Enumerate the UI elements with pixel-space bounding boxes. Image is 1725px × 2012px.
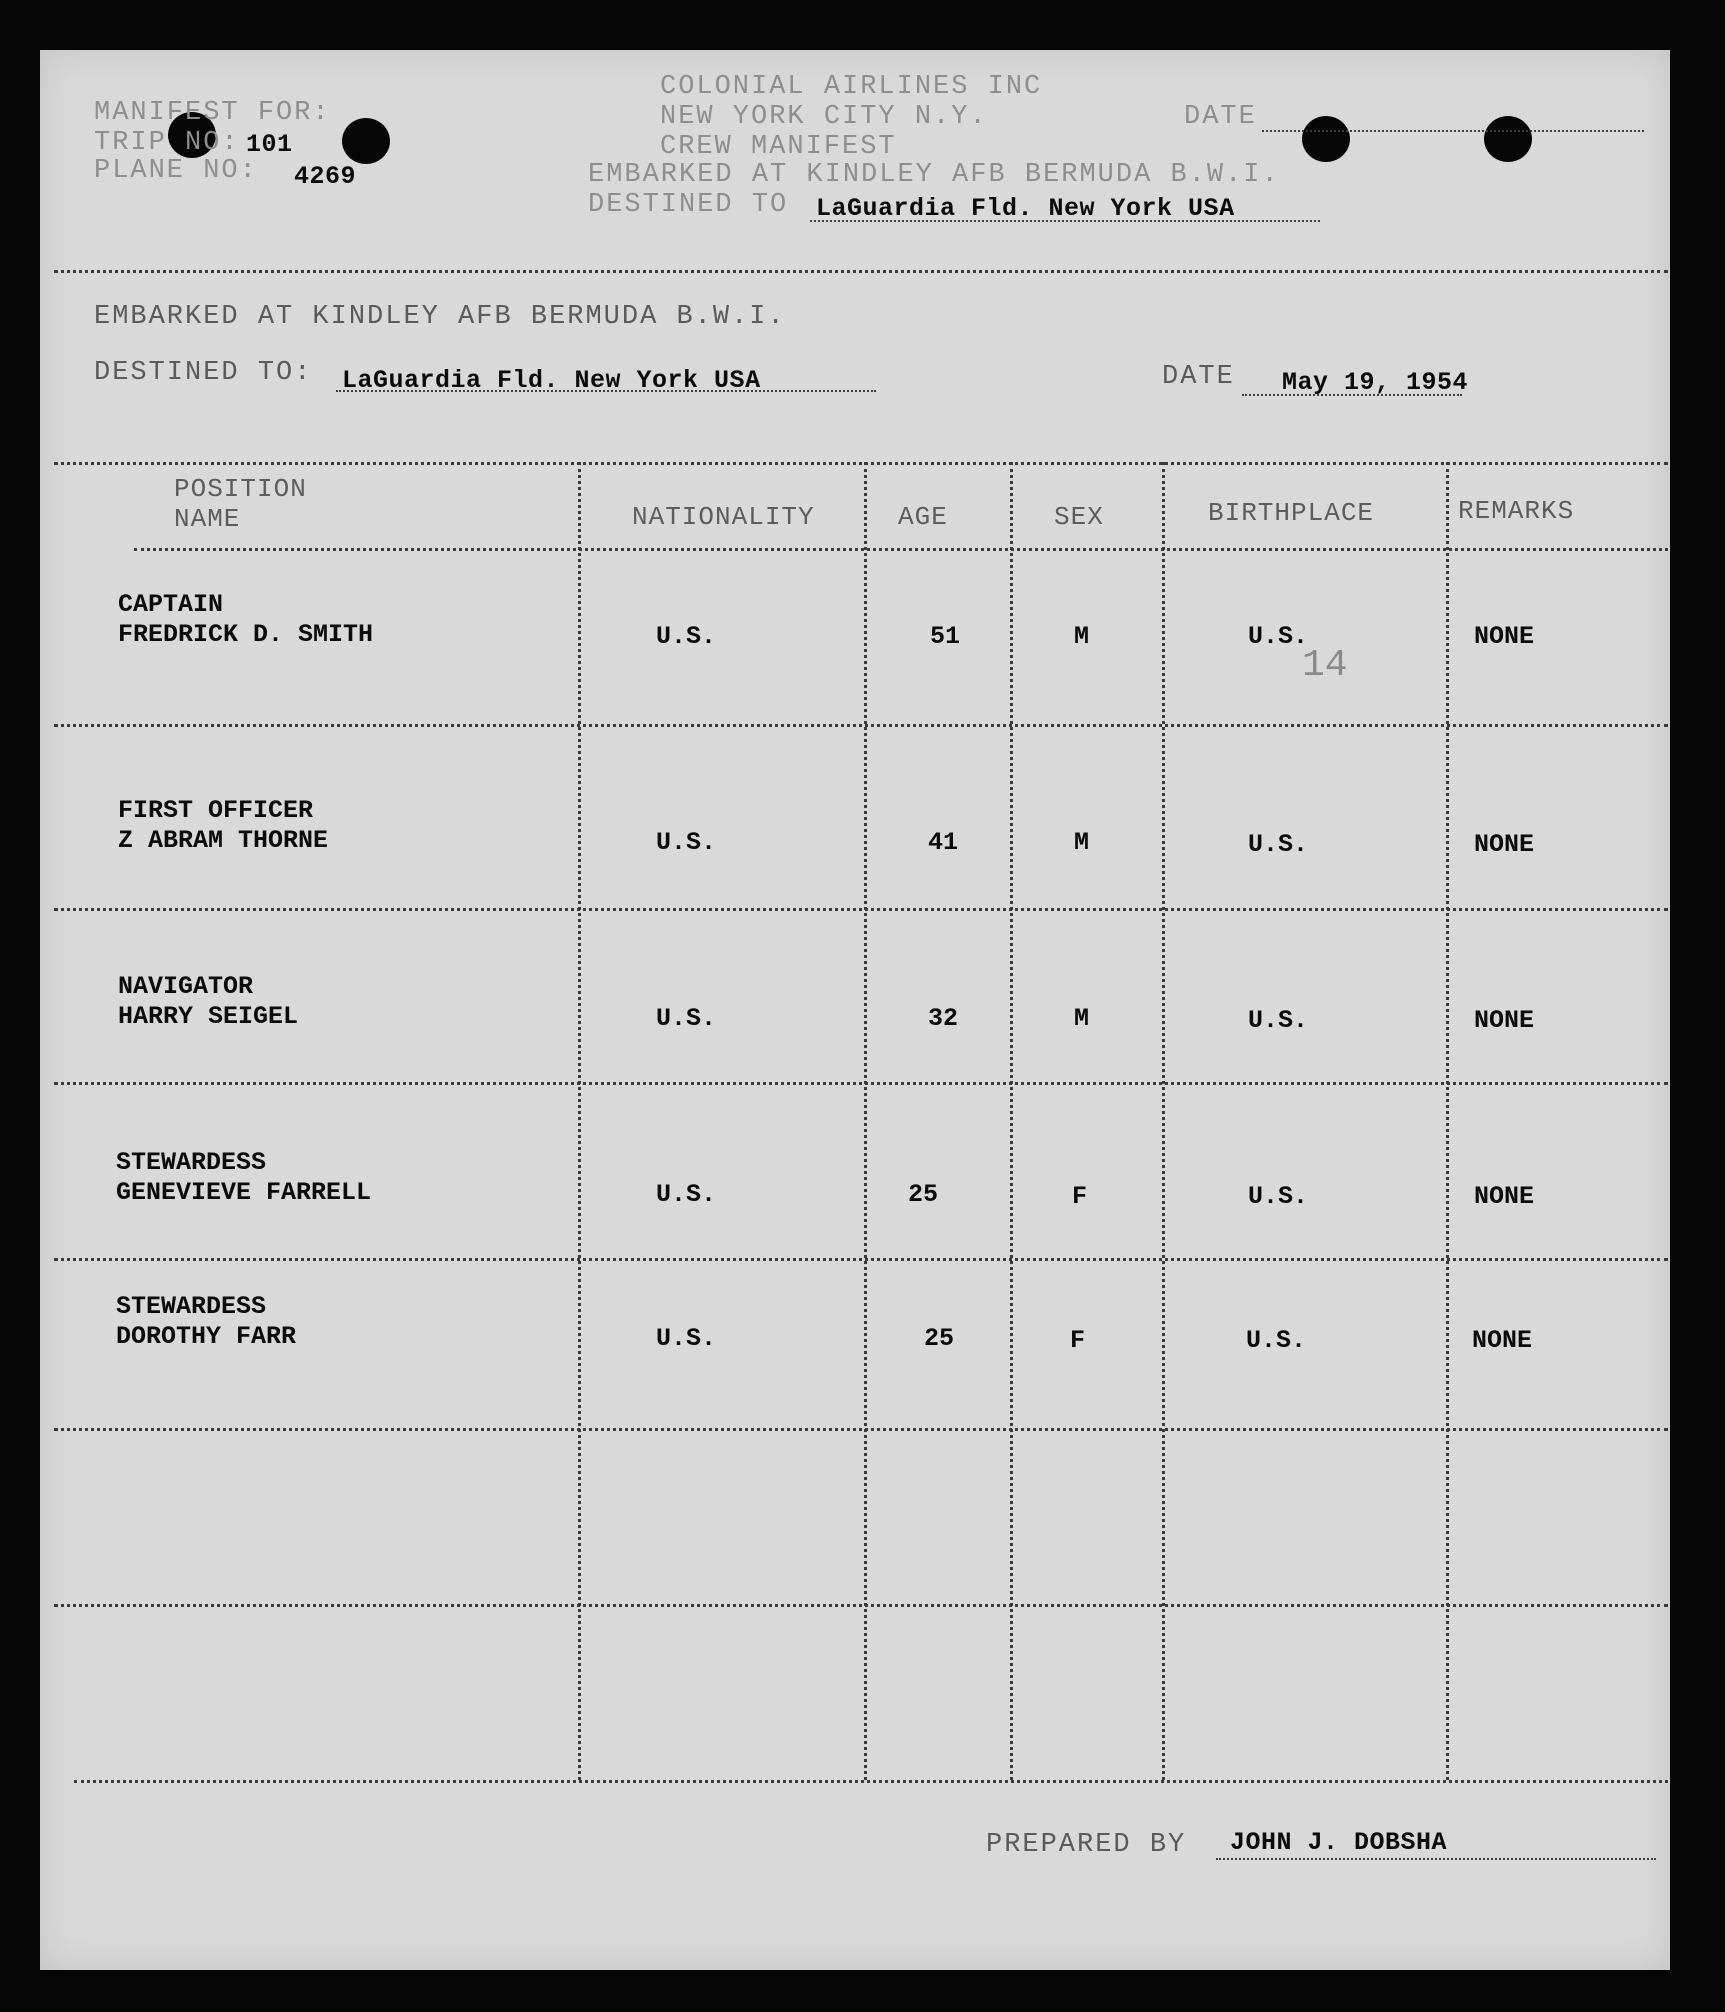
plane-label: PLANE NO:	[94, 156, 258, 186]
crew-remarks: NONE	[1474, 1006, 1535, 1035]
crew-sex: F	[1070, 1326, 1086, 1355]
punch-hole-right-2	[1484, 116, 1532, 162]
header-age: AGE	[898, 502, 948, 532]
header-destined-label: DESTINED TO	[588, 190, 789, 220]
company-name: COLONIAL AIRLINES INC	[660, 72, 1043, 102]
crew-sex: M	[1074, 1004, 1090, 1033]
crew-nationality: U.S.	[656, 828, 717, 857]
trip-label: TRIP NO:	[94, 128, 240, 158]
destined-label: DESTINED TO:	[94, 358, 313, 388]
crew-position: STEWARDESS	[116, 1148, 267, 1177]
crew-position: STEWARDESS	[116, 1292, 267, 1321]
crew-birthplace: U.S.	[1246, 1326, 1307, 1355]
prepared-by-value: JOHN J. DOBSHA	[1230, 1828, 1448, 1857]
crew-nationality: U.S.	[656, 1324, 717, 1353]
destined-value: LaGuardia Fld. New York USA	[342, 366, 761, 395]
manifest-for-label: MANIFEST FOR:	[94, 98, 331, 128]
header-destined-value: LaGuardia Fld. New York USA	[816, 194, 1235, 223]
crew-remarks: NONE	[1474, 622, 1535, 651]
header-name: NAME	[174, 504, 241, 534]
header-sex: SEX	[1054, 502, 1104, 532]
crew-sex: F	[1072, 1182, 1088, 1211]
crew-position: CAPTAIN	[118, 590, 224, 619]
crew-birthplace: U.S.	[1248, 830, 1309, 859]
date-label: DATE	[1162, 362, 1235, 392]
crew-position: NAVIGATOR	[118, 972, 254, 1001]
crew-remarks: NONE	[1474, 830, 1535, 859]
page-mark: 14	[1302, 644, 1348, 687]
crew-sex: M	[1074, 622, 1090, 651]
crew-birthplace: U.S.	[1248, 1006, 1309, 1035]
crew-nationality: U.S.	[656, 1004, 717, 1033]
trip-number: 101	[246, 130, 293, 159]
crew-remarks: NONE	[1472, 1326, 1533, 1355]
divider	[54, 270, 1668, 273]
plane-number: 4269	[294, 162, 357, 191]
crew-position: FIRST OFFICER	[118, 796, 314, 825]
punch-hole-left-2	[342, 118, 390, 164]
crew-age: 41	[928, 828, 959, 857]
crew-birthplace: U.S.	[1248, 1182, 1309, 1211]
manifest-type: CREW MANIFEST	[660, 132, 897, 162]
crew-name: GENEVIEVE FARRELL	[116, 1178, 372, 1207]
crew-age: 51	[930, 622, 961, 651]
prepared-by-label: PREPARED BY	[986, 1830, 1187, 1860]
crew-name: Z ABRAM THORNE	[118, 826, 329, 855]
header-embarked: EMBARKED AT KINDLEY AFB BERMUDA B.W.I.	[588, 160, 1280, 190]
company-city: NEW YORK CITY N.Y.	[660, 102, 988, 132]
crew-name: DOROTHY FARR	[116, 1322, 297, 1351]
crew-name: HARRY SEIGEL	[118, 1002, 299, 1031]
header-birthplace: BIRTHPLACE	[1208, 498, 1375, 528]
header-date-label: DATE	[1184, 102, 1257, 132]
crew-remarks: NONE	[1474, 1182, 1535, 1211]
header-position: POSITION	[174, 474, 307, 504]
crew-name: FREDRICK D. SMITH	[118, 620, 374, 649]
embarked-line: EMBARKED AT KINDLEY AFB BERMUDA B.W.I.	[94, 302, 786, 332]
crew-age: 25	[908, 1180, 939, 1209]
crew-age: 25	[924, 1324, 955, 1353]
punch-hole-right-1	[1302, 116, 1350, 162]
crew-age: 32	[928, 1004, 959, 1033]
header-remarks: REMARKS	[1458, 496, 1575, 526]
crew-nationality: U.S.	[656, 622, 717, 651]
crew-nationality: U.S.	[656, 1180, 717, 1209]
manifest-page	[40, 50, 1670, 1970]
crew-sex: M	[1074, 828, 1090, 857]
date-value: May 19, 1954	[1282, 368, 1469, 397]
crew-birthplace: U.S.	[1248, 622, 1309, 651]
header-nationality: NATIONALITY	[632, 502, 815, 532]
